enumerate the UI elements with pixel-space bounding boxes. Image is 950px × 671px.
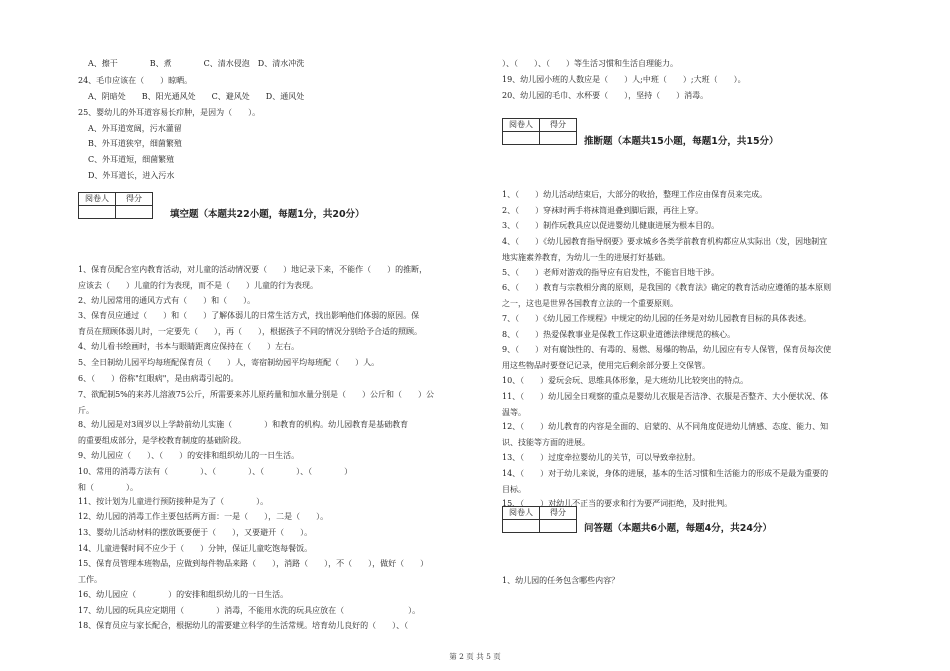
judgment-question	[502, 234, 827, 265]
fill-blank-question	[78, 262, 427, 293]
question-text: 11、（ ）幼儿园全日观察的重点是婴幼儿衣服是否洁净、衣服是否整齐、大小便状况、体	[502, 392, 829, 401]
question-text: 15、保育员管理本班物品，应做到每件物品来路（ ），消路（ ），不（ ），做好（ ）	[78, 559, 429, 568]
question-text: 2、幼儿园常用的通风方式有（ ）和（ ）。	[78, 296, 256, 305]
question-text: 4、幼儿看书绘画时，书本与眼睛距离应保持在（ ）左右。	[78, 342, 300, 351]
question-text: 8、（ ）热爱保教事业是保教工作这职业道德法律规范的核心。	[502, 330, 736, 339]
question-text: 16、幼儿园应（ ）的安排和组织幼儿的一日生活。	[78, 590, 289, 599]
question-text: 5、（ ）老师对游戏的指导应有启发性，不能盲目地干涉。	[502, 268, 720, 277]
choice-line: 24、毛巾应该在（ ）晾晒。	[78, 76, 193, 85]
fill-blank-question	[78, 293, 255, 309]
question-text: 2、（ ）穿袜时两手将袜筒退叠到脚后跟，再往上穿。	[502, 206, 704, 215]
judgment-question	[502, 218, 719, 234]
choice-line: D、外耳道长，进入污水	[88, 171, 175, 180]
score-blank	[116, 206, 153, 219]
fill-blank-line: 20、幼儿园的毛巾、水杯要（ ），坚持（ ）消毒。	[502, 91, 709, 100]
question-text: 13、（ ）过度牵拉婴幼儿的关节，可以导致牵拉肘。	[502, 453, 701, 462]
score-blank	[540, 132, 577, 145]
reviewer-blank	[79, 206, 116, 219]
question-text: 9、幼儿园应（ ）、（ ）的安排和组织幼儿的一日生活。	[78, 451, 300, 460]
score-blank	[540, 520, 577, 533]
question-text: 18、保育员应与家长配合，根据幼儿的需要建立科学的生活常规。培育幼儿良好的（ ）、（	[78, 621, 409, 630]
choice-line: B、外耳道狭窄，细菌繁殖	[88, 139, 182, 148]
score-box	[78, 192, 153, 219]
question-text: 12、幼儿园的消毒工作主要包括两方面：一是（ ），二是（ ）。	[78, 512, 329, 521]
fill-blank-question	[78, 603, 420, 619]
judgment-question	[502, 265, 719, 281]
question-text: 14、（ ）对于幼儿来说，身体的进展，基本的生活习惯和生活能力的形成不是最为重要的	[502, 469, 829, 478]
fill-blank-question	[78, 417, 408, 448]
page-footer: 第 2 页 共 5 页	[449, 652, 501, 661]
question-text: 应该去（ ）儿童的行为表现，而不是（ ）儿童的行为表现。	[78, 280, 318, 290]
question-text: 4、（ ）《幼儿园教育指导纲要》要求城乡各类学前教育机构都应从实际出（发，因地制宜	[502, 237, 828, 246]
question-text: 地实施素养教育，为幼儿一生的进展打好基础。	[502, 252, 670, 262]
question-text: 1、（ ）幼儿活动结束后，大部分的收拾，整理工作应由保育员来完成。	[502, 190, 768, 199]
judgment-question	[502, 280, 831, 311]
judgment-question	[502, 187, 767, 203]
section-title: 填空题（本题共22小题，每题1分，共20分）	[170, 209, 365, 220]
fill-blank-question	[78, 339, 299, 355]
question-text: 用这些物品时要登记记录，使用完后剩余部分要上交保管。	[502, 360, 710, 370]
choice-line: 25、婴幼儿的外耳道容易长疖肿，是因为（ ）。	[78, 108, 261, 117]
question-text: 目标。	[502, 484, 526, 494]
judgment-question	[502, 373, 748, 389]
judgment-question	[502, 311, 811, 327]
judgment-question	[502, 419, 828, 450]
question-text: 斤。	[78, 405, 94, 415]
fill-blank-question	[78, 618, 408, 634]
question-text: 3、保育员应通过（ ）和（ ）了解体弱儿的日常生活方式，找出影响他们体弱的原因。保	[78, 311, 420, 320]
choice-line: A、擦干 B、煮 C、清水侵泡 D、清水冲洗	[88, 59, 305, 68]
judgment-question	[502, 203, 703, 219]
score-label: 得分	[116, 193, 153, 206]
judgment-question	[502, 466, 828, 497]
fill-blank-question	[78, 371, 238, 387]
question-text: 温等。	[502, 407, 526, 417]
judgment-question	[502, 450, 700, 466]
judgment-question	[502, 389, 828, 420]
question-text: 12、（ ）幼儿教育的内容是全面的、启蒙的、从不同角度促进幼儿情感、态度、能力、知	[502, 422, 829, 431]
question-text: 3、（ ）制作玩教具应以促进婴幼儿健康进展为根本目的。	[502, 221, 720, 230]
question-text: 之一，这也是世界各国教育立法的一个重要原则。	[502, 298, 678, 308]
fill-blank-question	[78, 541, 312, 557]
section-title: 问答题（本题共6小题，每题4分，共24分）	[584, 523, 772, 534]
question-text: 8、幼儿园是对3周岁以上学龄前幼儿实施（ ）和教育的机构。幼儿园教育是基础教育	[78, 420, 409, 429]
fill-blank-question	[78, 387, 434, 418]
score-box	[502, 118, 577, 145]
choice-line: A、外耳道宽阔，污水灌留	[88, 124, 182, 133]
question-text: 识、技能等方面的进展。	[502, 437, 590, 447]
question-text: 5、全日制幼儿园平均每班配保育员（ ）人，寄宿制幼园平均每班配（ ）人。	[78, 358, 380, 367]
fill-blank-line: ）、（ ）、（ ）等生活习惯和生活自理能力。	[502, 59, 678, 68]
reviewer-label: 阅卷人	[79, 193, 116, 206]
fill-blank-question	[78, 448, 299, 464]
question-text: 和（ ）。	[78, 482, 138, 492]
qa-question: 1、幼儿园的任务包含哪些内容？	[502, 576, 620, 585]
fill-blank-question	[78, 556, 428, 587]
fill-blank-question	[78, 509, 328, 525]
reviewer-label: 阅卷人	[503, 507, 540, 520]
reviewer-label: 阅卷人	[503, 119, 540, 132]
question-text: 6、（ ）俗称"红眼病"，是由病毒引起的。	[78, 374, 239, 383]
fill-blank-question	[78, 308, 422, 339]
fill-blank-question	[78, 494, 268, 510]
reviewer-blank	[503, 132, 540, 145]
question-text: 13、婴幼儿活动材料的摆放既要便于（ ），又要避开（ ）。	[78, 528, 313, 537]
question-text: 9、（ ）对有腐蚀性的、有毒的、易燃、易爆的物品，幼儿园应有专人保管，保育员每次使	[502, 345, 832, 354]
choice-line: C、外耳道短，细菌繁殖	[88, 155, 175, 164]
question-text: 的重要组成部分，是学校教育制度的基础阶段。	[78, 435, 246, 445]
score-box	[502, 506, 577, 533]
section-title: 推断题（本题共15小题，每题1分，共15分）	[584, 136, 779, 147]
score-label: 得分	[540, 507, 577, 520]
question-text: 育员在照顾体弱儿时，一定要先（ ），再（ ），根据孩子不同的情况分别给予合适的照顾。	[78, 326, 422, 336]
judgment-question	[502, 342, 831, 373]
question-text: 10、常用的消毒方法有（ ）、（ ）、（ ）、（ ）	[78, 467, 353, 476]
question-text: 6、（ ）教育与宗教相分离的原则，是我国的《教育法》确定的教育活动应遵循的基本原则	[502, 283, 832, 292]
choice-line: A、阴暗处 B、阳光通风处 C、避风处 D、通风处	[88, 92, 305, 101]
question-text: 17、幼儿园的玩具应定期用（ ）消毒，不能用水洗的玩具应放在（ ）。	[78, 606, 421, 615]
question-text: 7、欲配制5%的来苏儿溶液75公斤，所需要来苏儿原药量和加水量分别是（ ）公斤和（ ）公	[78, 390, 434, 399]
fill-blank-question	[78, 355, 379, 371]
fill-blank-question	[78, 464, 352, 495]
judgment-question	[502, 327, 735, 343]
question-text: 10、（ ）爱玩会玩、思维具体形象，是大班幼儿比较突出的特点。	[502, 376, 749, 385]
fill-blank-question	[78, 587, 288, 603]
fill-blank-line: 19、幼儿园小班的人数应是（ ）人;中班（ ）;大班（ ）。	[502, 75, 746, 84]
question-text: 1、保育员配合室内教育活动，对儿童的活动情况要（ ）地记录下来，不能作（ ）的推断，	[78, 265, 428, 274]
reviewer-blank	[503, 520, 540, 533]
question-text: 14、儿童进餐时间不应少于（ ）分钟，保证儿童吃饱每餐饭。	[78, 544, 313, 553]
question-text: 15、（ ）对幼儿不正当的要求和行为要严词拒绝，及时批判。	[502, 499, 733, 508]
fill-blank-question	[78, 525, 312, 541]
score-label: 得分	[540, 119, 577, 132]
question-text: 7、（ ）《幼儿园工作规程》中规定的幼儿园的任务是对幼儿园教育目标的具体表述。	[502, 314, 812, 323]
question-text: 工作。	[78, 574, 102, 584]
question-text: 11、按计划为儿童进行预防接种是为了（ ）。	[78, 497, 269, 506]
